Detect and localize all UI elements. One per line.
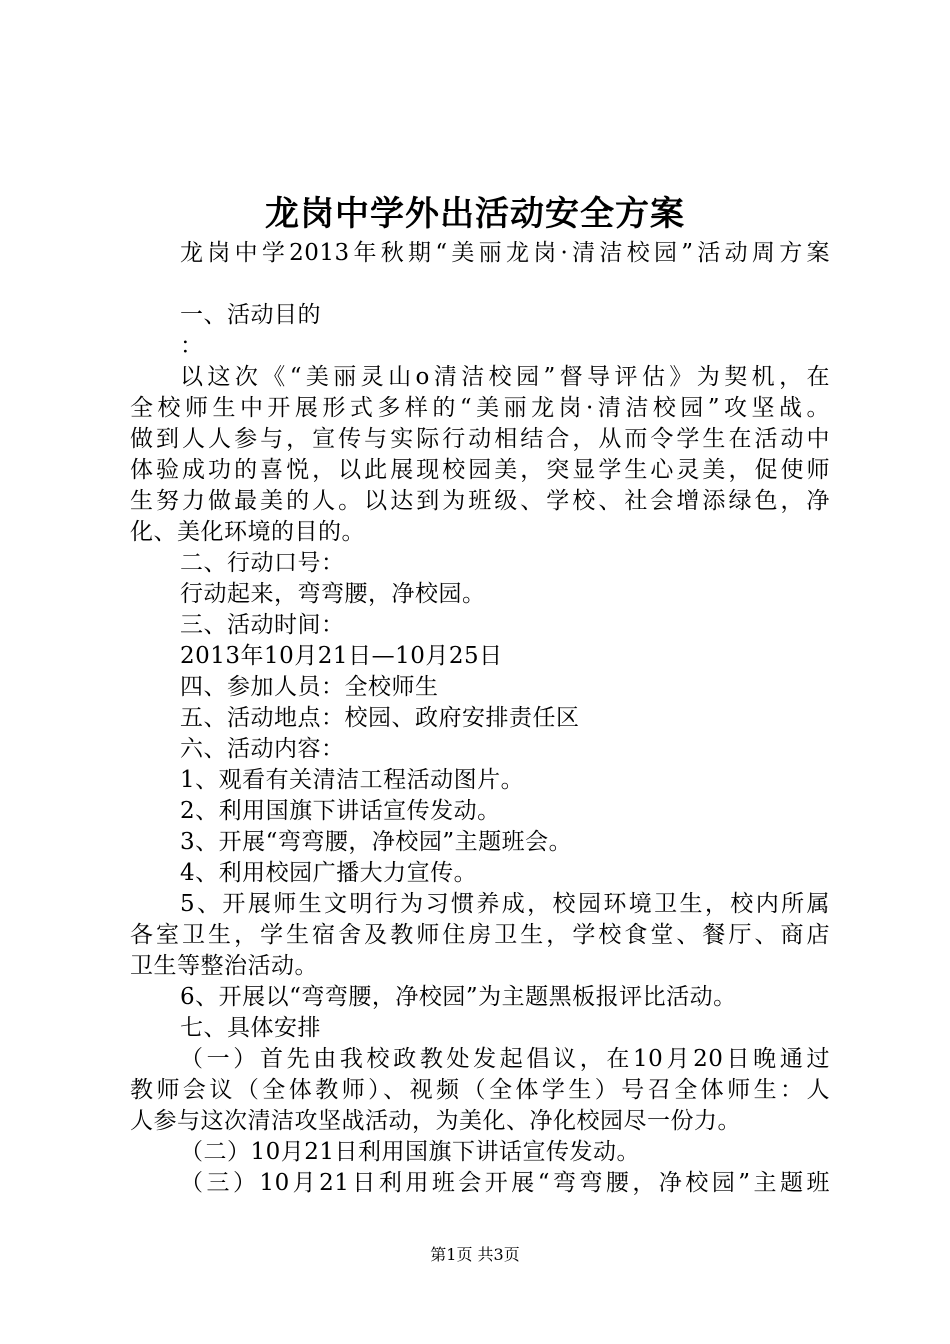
document-body bbox=[130, 238, 830, 1199]
text-line: 2、利用国旗下讲话宣传发动。 bbox=[180, 798, 501, 824]
text-line: 全校师生中开展形式多样的“美丽龙岗·清洁校园”攻坚战。 bbox=[130, 395, 830, 421]
text-line: 卫生等整治活动。 bbox=[130, 953, 318, 979]
text-line: 教师会议（全体教师）、视频（全体学生）号召全体师生：人 bbox=[130, 1077, 830, 1103]
text-line: 生努力做最美的人。以达到为班级、学校、社会增添绿色，净 bbox=[130, 488, 830, 514]
text-line: 4、利用校园广播大力宣传。 bbox=[180, 860, 478, 886]
text-line: 六、活动内容： bbox=[180, 736, 345, 762]
paragraph-lines bbox=[130, 300, 830, 1199]
text-line: （二）10月21日利用国旗下讲话宣传发动。 bbox=[180, 1139, 641, 1165]
text-line: 3、开展“弯弯腰，净校园”主题班会。 bbox=[180, 829, 573, 855]
text-line: 三、活动时间： bbox=[180, 612, 345, 638]
text-line: （一）首先由我校政教处发起倡议，在10月20日晚通过 bbox=[180, 1046, 830, 1072]
text-line: 行动起来，弯弯腰，净校园。 bbox=[180, 581, 486, 607]
blank-line bbox=[130, 269, 830, 300]
text-line: 1、观看有关清洁工程活动图片。 bbox=[180, 767, 525, 793]
text-line: 人参与这次清洁攻坚战活动，为美化、净化校园尽一份力。 bbox=[130, 1108, 741, 1134]
text-line: 以这次《“美丽灵山o清洁校园”督导评估》为契机，在 bbox=[180, 364, 830, 390]
document-subtitle: 龙岗中学2013年秋期“美丽龙岗·清洁校园”活动周方案 bbox=[180, 240, 830, 266]
text-line: ： bbox=[180, 333, 204, 359]
text-line: 各室卫生，学生宿舍及教师住房卫生，学校食堂、餐厅、商店 bbox=[130, 922, 830, 948]
text-line: 五、活动地点：校园、政府安排责任区 bbox=[180, 705, 580, 731]
text-line: 一、活动目的 bbox=[180, 302, 321, 328]
text-line: 做到人人参与，宣传与实际行动相结合，从而令学生在活动中 bbox=[130, 426, 830, 452]
text-line: 七、具体安排 bbox=[180, 1015, 321, 1041]
page-number-footer: 第1页 共3页 bbox=[430, 1245, 520, 1264]
text-line: 二、行动口号： bbox=[180, 550, 345, 576]
text-line: 四、参加人员：全校师生 bbox=[180, 674, 439, 700]
text-line: 2013年10月21日—10月25日 bbox=[180, 643, 503, 669]
document-title: 龙岗中学外出活动安全方案 bbox=[265, 194, 685, 234]
text-line: （三）10月21日利用班会开展“弯弯腰，净校园”主题班 bbox=[180, 1170, 830, 1196]
text-line: 化、美化环境的目的。 bbox=[130, 519, 365, 545]
text-line: 体验成功的喜悦，以此展现校园美，突显学生心灵美，促使师 bbox=[130, 457, 830, 483]
text-line: 5、开展师生文明行为习惯养成，校园环境卫生，校内所属 bbox=[180, 891, 830, 917]
text-line: 6、开展以“弯弯腰，净校园”为主题黑板报评比活动。 bbox=[180, 984, 737, 1010]
